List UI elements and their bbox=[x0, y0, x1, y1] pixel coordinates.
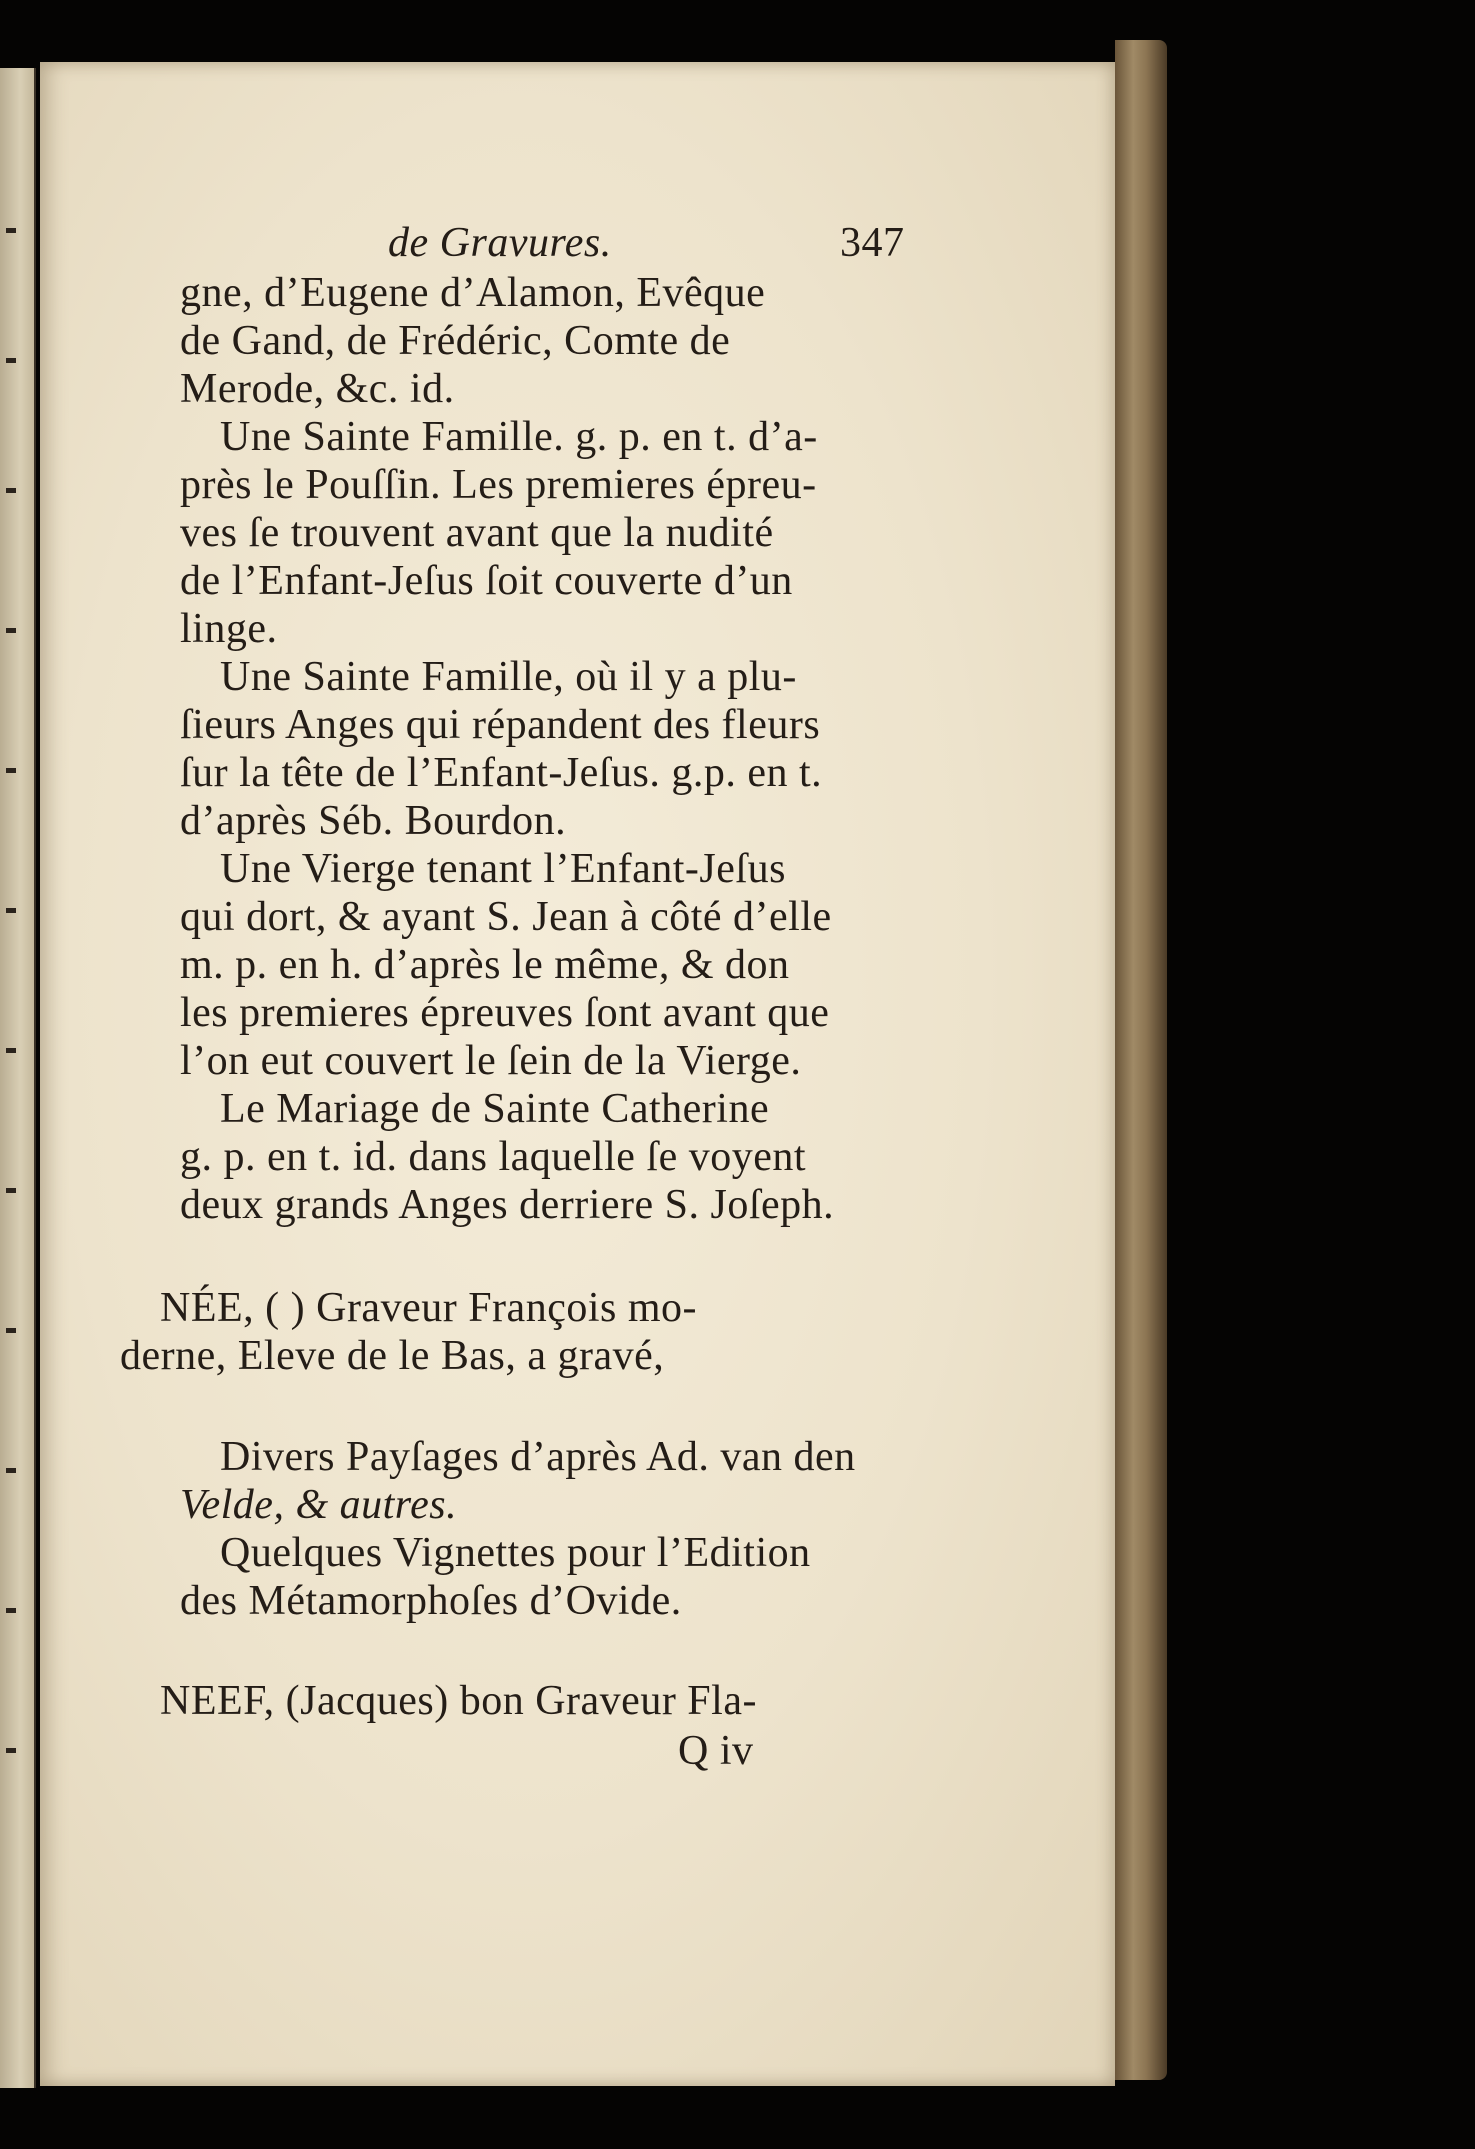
text-line: de l’Enfant-Jeſus ſoit couverte d’un bbox=[180, 558, 793, 604]
text-line: Une Vierge tenant l’Enfant-Jeſus bbox=[220, 846, 786, 892]
text-line: de Gand, de Frédéric, Comte de bbox=[180, 318, 731, 364]
work-line: Divers Payſages d’après Ad. van den bbox=[220, 1434, 856, 1480]
text-line: ſieurs Anges qui répandent des fleurs bbox=[180, 702, 821, 748]
text-line: les premieres épreuves ſont avant que bbox=[180, 990, 830, 1036]
text-line: Une Sainte Famille. g. p. en t. d’a- bbox=[220, 414, 818, 460]
artist-entry-line: NÉE, ( ) Graveur François mo- bbox=[160, 1285, 697, 1331]
text-line: Une Sainte Famille, où il y a plu- bbox=[220, 654, 797, 700]
text-line: gne, d’Eugene d’Alamon, Evêque bbox=[180, 270, 766, 316]
text-line: l’on eut couvert le ſein de la Vierge. bbox=[180, 1038, 802, 1084]
book-cover-edge bbox=[1115, 40, 1167, 2080]
text-line: d’après Séb. Bourdon. bbox=[180, 798, 567, 844]
text-line: g. p. en t. id. dans laquelle ſe voyent bbox=[180, 1134, 807, 1180]
text-line: Merode, &c. id. bbox=[180, 366, 455, 412]
text-line: qui dort, & ayant S. Jean à côté d’elle bbox=[180, 894, 832, 940]
work-line: Velde, & autres. bbox=[180, 1482, 458, 1528]
text-line: près le Pouſſin. Les premieres épreu- bbox=[180, 462, 817, 508]
text-line: ſur la tête de l’Enfant-Jeſus. g.p. en t. bbox=[180, 750, 823, 796]
text-line: ves ſe trouvent avant que la nudité bbox=[180, 510, 774, 556]
work-line: Quelques Vignettes pour l’Edition bbox=[220, 1530, 811, 1576]
running-header-title: de Gravures. bbox=[388, 220, 612, 266]
facing-page-edge bbox=[0, 68, 36, 2088]
book-page bbox=[40, 62, 1115, 2086]
text-line: Le Mariage de Sainte Catherine bbox=[220, 1086, 770, 1132]
text-line: deux grands Anges derriere S. Joſeph. bbox=[180, 1182, 835, 1228]
signature-mark: Q iv bbox=[678, 1728, 754, 1774]
work-line: des Métamorphoſes d’Ovide. bbox=[180, 1578, 682, 1624]
text-line: linge. bbox=[180, 606, 278, 652]
artist-entry-line: NEEF, (Jacques) bon Graveur Fla- bbox=[160, 1678, 757, 1724]
text-line: m. p. en h. d’après le même, & don bbox=[180, 942, 790, 988]
artist-entry-line: derne, Eleve de le Bas, a gravé, bbox=[120, 1333, 665, 1379]
page-number: 347 bbox=[840, 220, 905, 266]
